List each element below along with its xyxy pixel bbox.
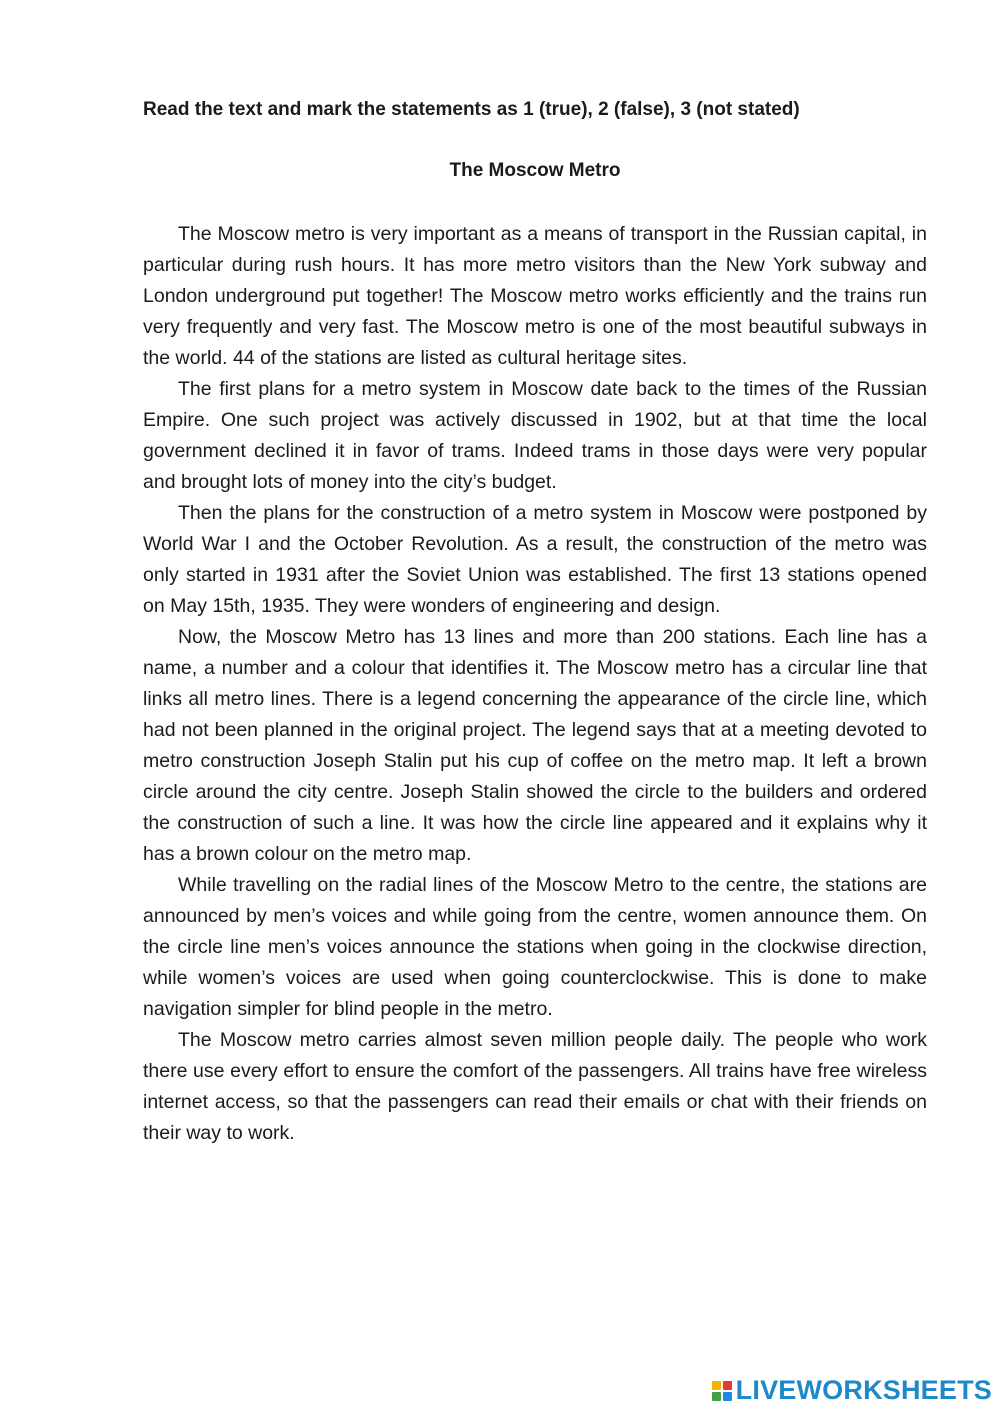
paragraph: The first plans for a metro system in Moscow date back to the times of the Russian Empire. One such project was actively discussed in 1902, but at that time the local government declined it in favor of trams. Indeed trams in those days were very popular and brought lots of money into the city’s budget.	[143, 378, 927, 493]
liveworksheets-logo-icon	[712, 1381, 732, 1401]
liveworksheets-logo[interactable]	[712, 1375, 992, 1405]
paragraph: While travelling on the radial lines of the Moscow Metro to the centre, the stations are announced by men’s voices and while going from the centre, women announce them. On the circle line men’s voices announce the stations when going in the clockwise direction, while women’s voices are used when going counterclockwise. This is done to make navigation simpler for blind people in the metro.	[143, 874, 927, 1020]
brand-name: LIVEWORKSHEETS	[735, 1375, 992, 1405]
logo-square-icon	[723, 1392, 732, 1401]
logo-square-icon	[712, 1381, 721, 1390]
paragraph: Now, the Moscow Metro has 13 lines and more than 200 stations. Each line has a name, a number and a colour that identifies it. The Moscow metro has a circular line that links all metro lines. There is a legend concerning the appearance of the circle line, which had not been planned in the original project. The legend says that at a meeting devoted to metro construction Joseph Stalin put his cup of coffee on the metro map. It left a brown circle around the city centre. Joseph Stalin showed the circle to the builders and ordered the construction of such a line. It was how the circle line appeared and it explains why it has a brown colour on the metro map.	[143, 626, 927, 865]
paragraph: The Moscow metro is very important as a means of transport in the Russian capital, in particular during rush hours. It has more metro visitors than the New York subway and London underground put together! The Moscow metro works efficiently and the trains run very frequently and very fast. The Moscow metro is one of the most beautiful subways in the world. 44 of the stations are listed as cultural heritage sites.	[143, 223, 927, 369]
article-body	[143, 219, 927, 1149]
logo-square-icon	[723, 1381, 732, 1390]
logo-square-icon	[712, 1392, 721, 1401]
paragraph: The Moscow metro carries almost seven million people daily. The people who work there use every effort to ensure the comfort of the passengers. All trains have free wireless internet access, so that the passengers can read their emails or chat with their friends on their way to work.	[143, 1029, 927, 1144]
instruction-text: Read the text and mark the statements as 1 (true), 2 (false), 3 (not stated)	[143, 99, 800, 120]
paragraph: Then the plans for the construction of a metro system in Moscow were postponed by World War I and the October Revolution. As a result, the construction of the metro was only started in 1931 after the Soviet Union was established. The first 13 stations opened on May 15th, 1935. They were wonders of engineering and design.	[143, 502, 927, 617]
article-title: The Moscow Metro	[449, 160, 621, 181]
